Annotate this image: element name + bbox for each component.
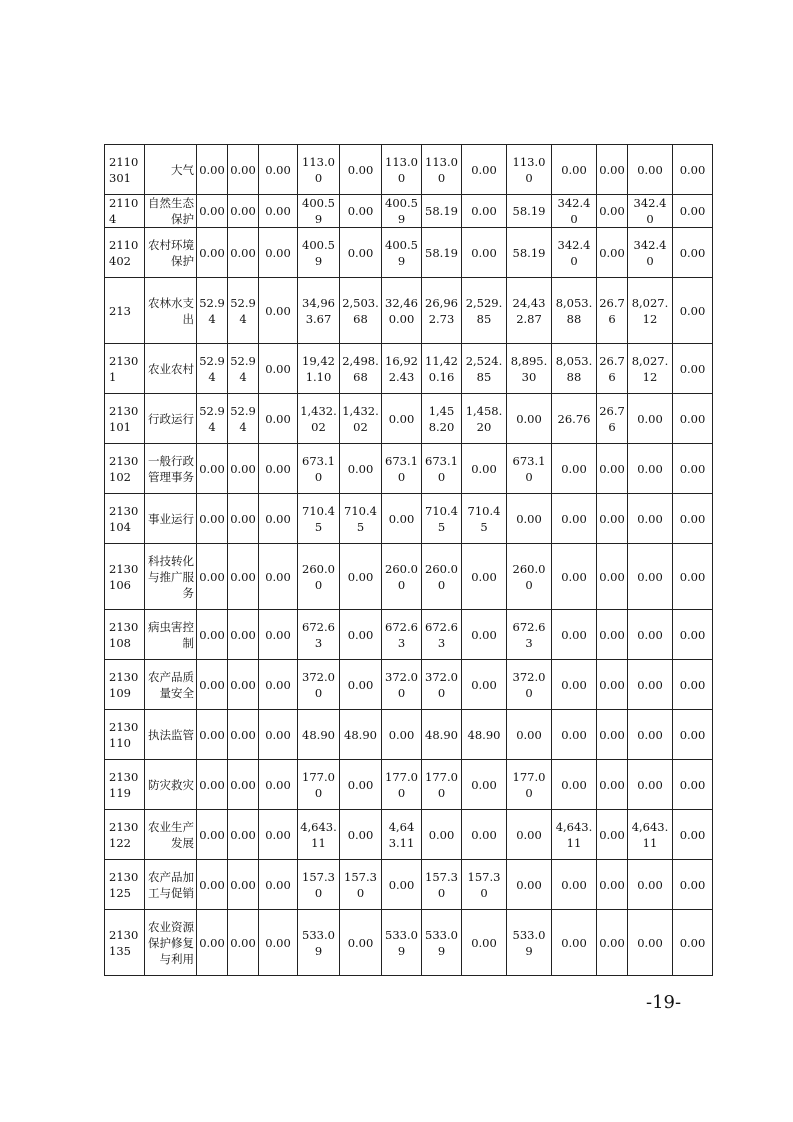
subject-code-cell: 2130109 <box>105 660 145 710</box>
subject-name-cell: 防灾救灾 <box>145 760 197 810</box>
amount-cell: 0.00 <box>628 394 673 444</box>
budget-table <box>104 144 713 976</box>
subject-code-cell: 2130135 <box>105 910 145 976</box>
amount-cell: 0.00 <box>462 810 507 860</box>
amount-cell: 400.59 <box>382 195 422 228</box>
amount-cell: 58.19 <box>507 228 552 278</box>
amount-cell: 533.09 <box>422 910 462 976</box>
table-body <box>105 145 713 976</box>
amount-cell: 0.00 <box>228 494 259 544</box>
amount-cell: 11,420.16 <box>422 344 462 394</box>
amount-cell: 8,027.12 <box>628 344 673 394</box>
amount-cell: 0.00 <box>552 710 597 760</box>
table-row <box>105 760 713 810</box>
amount-cell: 0.00 <box>197 228 228 278</box>
amount-cell: 16,922.43 <box>382 344 422 394</box>
table-row <box>105 394 713 444</box>
amount-cell: 26.76 <box>552 394 597 444</box>
amount-cell: 0.00 <box>340 544 382 610</box>
amount-cell: 0.00 <box>507 710 552 760</box>
amount-cell: 0.00 <box>462 145 507 195</box>
amount-cell: 342.40 <box>552 228 597 278</box>
amount-cell: 0.00 <box>422 810 462 860</box>
amount-cell: 4,643.11 <box>552 810 597 860</box>
amount-cell: 2,503.68 <box>340 278 382 344</box>
amount-cell: 0.00 <box>628 660 673 710</box>
amount-cell: 0.00 <box>552 145 597 195</box>
amount-cell: 0.00 <box>552 444 597 494</box>
table-row <box>105 228 713 278</box>
amount-cell: 52.94 <box>228 278 259 344</box>
amount-cell: 260.00 <box>298 544 340 610</box>
amount-cell: 0.00 <box>597 145 628 195</box>
amount-cell: 0.00 <box>340 660 382 710</box>
amount-cell: 0.00 <box>507 494 552 544</box>
subject-name-cell: 科技转化与推广服务 <box>145 544 197 610</box>
amount-cell: 0.00 <box>197 195 228 228</box>
amount-cell: 1,458.20 <box>422 394 462 444</box>
amount-cell: 0.00 <box>228 544 259 610</box>
amount-cell: 52.94 <box>228 394 259 444</box>
amount-cell: 342.40 <box>628 228 673 278</box>
amount-cell: 8,027.12 <box>628 278 673 344</box>
table-row <box>105 910 713 976</box>
subject-code-cell: 21104 <box>105 195 145 228</box>
amount-cell: 710.45 <box>340 494 382 544</box>
amount-cell: 533.09 <box>507 910 552 976</box>
subject-code-cell: 2130108 <box>105 610 145 660</box>
amount-cell: 0.00 <box>628 860 673 910</box>
amount-cell: 0.00 <box>507 810 552 860</box>
amount-cell: 2,498.68 <box>340 344 382 394</box>
amount-cell: 0.00 <box>628 610 673 660</box>
amount-cell: 533.09 <box>298 910 340 976</box>
amount-cell: 533.09 <box>382 910 422 976</box>
amount-cell: 58.19 <box>422 195 462 228</box>
amount-cell: 0.00 <box>259 710 298 760</box>
amount-cell: 0.00 <box>597 910 628 976</box>
amount-cell: 0.00 <box>552 910 597 976</box>
amount-cell: 0.00 <box>228 810 259 860</box>
amount-cell: 0.00 <box>197 860 228 910</box>
table-row <box>105 344 713 394</box>
amount-cell: 0.00 <box>673 660 713 710</box>
amount-cell: 0.00 <box>673 278 713 344</box>
subject-name-cell: 农林水支出 <box>145 278 197 344</box>
amount-cell: 372.00 <box>507 660 552 710</box>
amount-cell: 0.00 <box>340 810 382 860</box>
amount-cell: 0.00 <box>597 860 628 910</box>
table-row <box>105 860 713 910</box>
amount-cell: 157.30 <box>462 860 507 910</box>
amount-cell: 710.45 <box>422 494 462 544</box>
amount-cell: 0.00 <box>259 810 298 860</box>
amount-cell: 0.00 <box>628 494 673 544</box>
amount-cell: 673.10 <box>382 444 422 494</box>
amount-cell: 0.00 <box>628 710 673 760</box>
page-number: -19- <box>646 992 682 1013</box>
amount-cell: 177.00 <box>382 760 422 810</box>
amount-cell: 0.00 <box>462 660 507 710</box>
amount-cell: 260.00 <box>422 544 462 610</box>
amount-cell: 0.00 <box>673 394 713 444</box>
amount-cell: 0.00 <box>673 810 713 860</box>
amount-cell: 113.00 <box>507 145 552 195</box>
amount-cell: 26.76 <box>597 344 628 394</box>
amount-cell: 0.00 <box>628 910 673 976</box>
amount-cell: 0.00 <box>597 810 628 860</box>
amount-cell: 260.00 <box>382 544 422 610</box>
amount-cell: 0.00 <box>597 710 628 760</box>
amount-cell: 0.00 <box>228 145 259 195</box>
amount-cell: 372.00 <box>382 660 422 710</box>
amount-cell: 157.30 <box>422 860 462 910</box>
amount-cell: 0.00 <box>259 660 298 710</box>
subject-name-cell: 执法监管 <box>145 710 197 760</box>
amount-cell: 4,643.11 <box>298 810 340 860</box>
subject-code-cell: 2130110 <box>105 710 145 760</box>
amount-cell: 0.00 <box>340 195 382 228</box>
subject-name-cell: 行政运行 <box>145 394 197 444</box>
subject-name-cell: 一般行政管理事务 <box>145 444 197 494</box>
amount-cell: 0.00 <box>228 195 259 228</box>
subject-name-cell: 农产品加工与促销 <box>145 860 197 910</box>
amount-cell: 0.00 <box>673 195 713 228</box>
amount-cell: 0.00 <box>197 910 228 976</box>
amount-cell: 260.00 <box>507 544 552 610</box>
table-row <box>105 544 713 610</box>
amount-cell: 0.00 <box>552 544 597 610</box>
amount-cell: 372.00 <box>298 660 340 710</box>
amount-cell: 0.00 <box>340 145 382 195</box>
amount-cell: 1,432.02 <box>340 394 382 444</box>
amount-cell: 8,053.88 <box>552 344 597 394</box>
subject-code-cell: 2130104 <box>105 494 145 544</box>
amount-cell: 52.94 <box>197 394 228 444</box>
amount-cell: 0.00 <box>628 145 673 195</box>
amount-cell: 0.00 <box>259 444 298 494</box>
amount-cell: 113.00 <box>298 145 340 195</box>
amount-cell: 0.00 <box>228 610 259 660</box>
amount-cell: 0.00 <box>597 444 628 494</box>
amount-cell: 0.00 <box>197 660 228 710</box>
amount-cell: 673.10 <box>298 444 340 494</box>
table-row <box>105 494 713 544</box>
amount-cell: 0.00 <box>597 660 628 710</box>
amount-cell: 26,962.73 <box>422 278 462 344</box>
amount-cell: 0.00 <box>552 760 597 810</box>
amount-cell: 2,529.85 <box>462 278 507 344</box>
amount-cell: 0.00 <box>673 344 713 394</box>
table-row <box>105 195 713 228</box>
amount-cell: 0.00 <box>628 444 673 494</box>
amount-cell: 0.00 <box>673 610 713 660</box>
amount-cell: 48.90 <box>340 710 382 760</box>
amount-cell: 710.45 <box>462 494 507 544</box>
subject-name-cell: 农业农村 <box>145 344 197 394</box>
amount-cell: 157.30 <box>298 860 340 910</box>
amount-cell: 52.94 <box>197 278 228 344</box>
amount-cell: 58.19 <box>422 228 462 278</box>
amount-cell: 177.00 <box>507 760 552 810</box>
amount-cell: 0.00 <box>228 860 259 910</box>
subject-code-cell: 2130119 <box>105 760 145 810</box>
subject-code-cell: 2130101 <box>105 394 145 444</box>
table-row <box>105 710 713 760</box>
amount-cell: 0.00 <box>628 760 673 810</box>
amount-cell: 342.40 <box>628 195 673 228</box>
subject-code-cell: 21301 <box>105 344 145 394</box>
amount-cell: 0.00 <box>259 145 298 195</box>
amount-cell: 0.00 <box>673 910 713 976</box>
amount-cell: 0.00 <box>673 760 713 810</box>
subject-code-cell: 2130102 <box>105 444 145 494</box>
amount-cell: 0.00 <box>259 860 298 910</box>
amount-cell: 0.00 <box>197 444 228 494</box>
amount-cell: 52.94 <box>197 344 228 394</box>
amount-cell: 0.00 <box>340 760 382 810</box>
amount-cell: 0.00 <box>228 660 259 710</box>
amount-cell: 0.00 <box>673 544 713 610</box>
subject-name-cell: 病虫害控制 <box>145 610 197 660</box>
amount-cell: 0.00 <box>597 544 628 610</box>
amount-cell: 177.00 <box>298 760 340 810</box>
amount-cell: 0.00 <box>673 145 713 195</box>
amount-cell: 1,432.02 <box>298 394 340 444</box>
amount-cell: 672.63 <box>507 610 552 660</box>
amount-cell: 400.59 <box>298 195 340 228</box>
amount-cell: 0.00 <box>462 760 507 810</box>
amount-cell: 8,895.30 <box>507 344 552 394</box>
amount-cell: 0.00 <box>259 910 298 976</box>
amount-cell: 0.00 <box>228 760 259 810</box>
subject-code-cell: 2130106 <box>105 544 145 610</box>
amount-cell: 26.76 <box>597 278 628 344</box>
amount-cell: 113.00 <box>382 145 422 195</box>
amount-cell: 0.00 <box>340 444 382 494</box>
amount-cell: 157.30 <box>340 860 382 910</box>
amount-cell: 0.00 <box>673 228 713 278</box>
subject-name-cell: 农业生产发展 <box>145 810 197 860</box>
amount-cell: 0.00 <box>259 494 298 544</box>
amount-cell: 0.00 <box>462 444 507 494</box>
amount-cell: 0.00 <box>507 860 552 910</box>
amount-cell: 0.00 <box>197 494 228 544</box>
amount-cell: 0.00 <box>673 860 713 910</box>
amount-cell: 4,643.11 <box>382 810 422 860</box>
amount-cell: 177.00 <box>422 760 462 810</box>
amount-cell: 0.00 <box>462 910 507 976</box>
subject-code-cell: 2130122 <box>105 810 145 860</box>
amount-cell: 0.00 <box>197 760 228 810</box>
subject-code-cell: 2130125 <box>105 860 145 910</box>
amount-cell: 0.00 <box>259 278 298 344</box>
amount-cell: 0.00 <box>552 660 597 710</box>
amount-cell: 0.00 <box>462 228 507 278</box>
amount-cell: 52.94 <box>228 344 259 394</box>
table-row <box>105 610 713 660</box>
amount-cell: 0.00 <box>197 610 228 660</box>
subject-code-cell: 213 <box>105 278 145 344</box>
amount-cell: 34,963.67 <box>298 278 340 344</box>
amount-cell: 48.90 <box>298 710 340 760</box>
amount-cell: 0.00 <box>340 610 382 660</box>
amount-cell: 48.90 <box>422 710 462 760</box>
amount-cell: 113.00 <box>422 145 462 195</box>
amount-cell: 2,524.85 <box>462 344 507 394</box>
amount-cell: 0.00 <box>382 494 422 544</box>
amount-cell: 8,053.88 <box>552 278 597 344</box>
subject-name-cell: 农业资源保护修复与利用 <box>145 910 197 976</box>
subject-name-cell: 事业运行 <box>145 494 197 544</box>
subject-code-cell: 2110402 <box>105 228 145 278</box>
amount-cell: 4,643.11 <box>628 810 673 860</box>
table-row <box>105 444 713 494</box>
amount-cell: 0.00 <box>228 444 259 494</box>
subject-code-cell: 2110301 <box>105 145 145 195</box>
subject-name-cell: 农产品质量安全 <box>145 660 197 710</box>
amount-cell: 0.00 <box>259 344 298 394</box>
amount-cell: 58.19 <box>507 195 552 228</box>
amount-cell: 0.00 <box>673 444 713 494</box>
amount-cell: 342.40 <box>552 195 597 228</box>
amount-cell: 1,458.20 <box>462 394 507 444</box>
amount-cell: 0.00 <box>597 760 628 810</box>
amount-cell: 673.10 <box>422 444 462 494</box>
table-row <box>105 145 713 195</box>
amount-cell: 24,432.87 <box>507 278 552 344</box>
amount-cell: 0.00 <box>552 610 597 660</box>
amount-cell: 0.00 <box>197 544 228 610</box>
amount-cell: 0.00 <box>382 710 422 760</box>
amount-cell: 0.00 <box>259 610 298 660</box>
amount-cell: 0.00 <box>462 544 507 610</box>
amount-cell: 26.76 <box>597 394 628 444</box>
amount-cell: 0.00 <box>628 544 673 610</box>
amount-cell: 400.59 <box>382 228 422 278</box>
amount-cell: 372.00 <box>422 660 462 710</box>
amount-cell: 0.00 <box>462 610 507 660</box>
amount-cell: 0.00 <box>382 860 422 910</box>
amount-cell: 0.00 <box>197 810 228 860</box>
amount-cell: 672.63 <box>298 610 340 660</box>
amount-cell: 0.00 <box>228 228 259 278</box>
table-row <box>105 278 713 344</box>
amount-cell: 0.00 <box>259 544 298 610</box>
amount-cell: 0.00 <box>259 195 298 228</box>
amount-cell: 673.10 <box>507 444 552 494</box>
amount-cell: 0.00 <box>597 228 628 278</box>
amount-cell: 0.00 <box>507 394 552 444</box>
amount-cell: 0.00 <box>597 610 628 660</box>
amount-cell: 0.00 <box>197 145 228 195</box>
amount-cell: 0.00 <box>259 228 298 278</box>
subject-name-cell: 自然生态保护 <box>145 195 197 228</box>
amount-cell: 0.00 <box>228 710 259 760</box>
amount-cell: 672.63 <box>422 610 462 660</box>
amount-cell: 0.00 <box>228 910 259 976</box>
amount-cell: 19,421.10 <box>298 344 340 394</box>
amount-cell: 672.63 <box>382 610 422 660</box>
amount-cell: 0.00 <box>597 195 628 228</box>
amount-cell: 710.45 <box>298 494 340 544</box>
amount-cell: 48.90 <box>462 710 507 760</box>
subject-name-cell: 农村环境保护 <box>145 228 197 278</box>
amount-cell: 0.00 <box>340 228 382 278</box>
table-row <box>105 810 713 860</box>
amount-cell: 0.00 <box>597 494 628 544</box>
amount-cell: 0.00 <box>673 494 713 544</box>
subject-name-cell: 大气 <box>145 145 197 195</box>
amount-cell: 32,460.00 <box>382 278 422 344</box>
amount-cell: 0.00 <box>552 860 597 910</box>
amount-cell: 0.00 <box>197 710 228 760</box>
amount-cell: 0.00 <box>259 760 298 810</box>
amount-cell: 0.00 <box>462 195 507 228</box>
amount-cell: 0.00 <box>673 710 713 760</box>
table-row <box>105 660 713 710</box>
amount-cell: 0.00 <box>382 394 422 444</box>
amount-cell: 400.59 <box>298 228 340 278</box>
amount-cell: 0.00 <box>552 494 597 544</box>
amount-cell: 0.00 <box>259 394 298 444</box>
amount-cell: 0.00 <box>340 910 382 976</box>
